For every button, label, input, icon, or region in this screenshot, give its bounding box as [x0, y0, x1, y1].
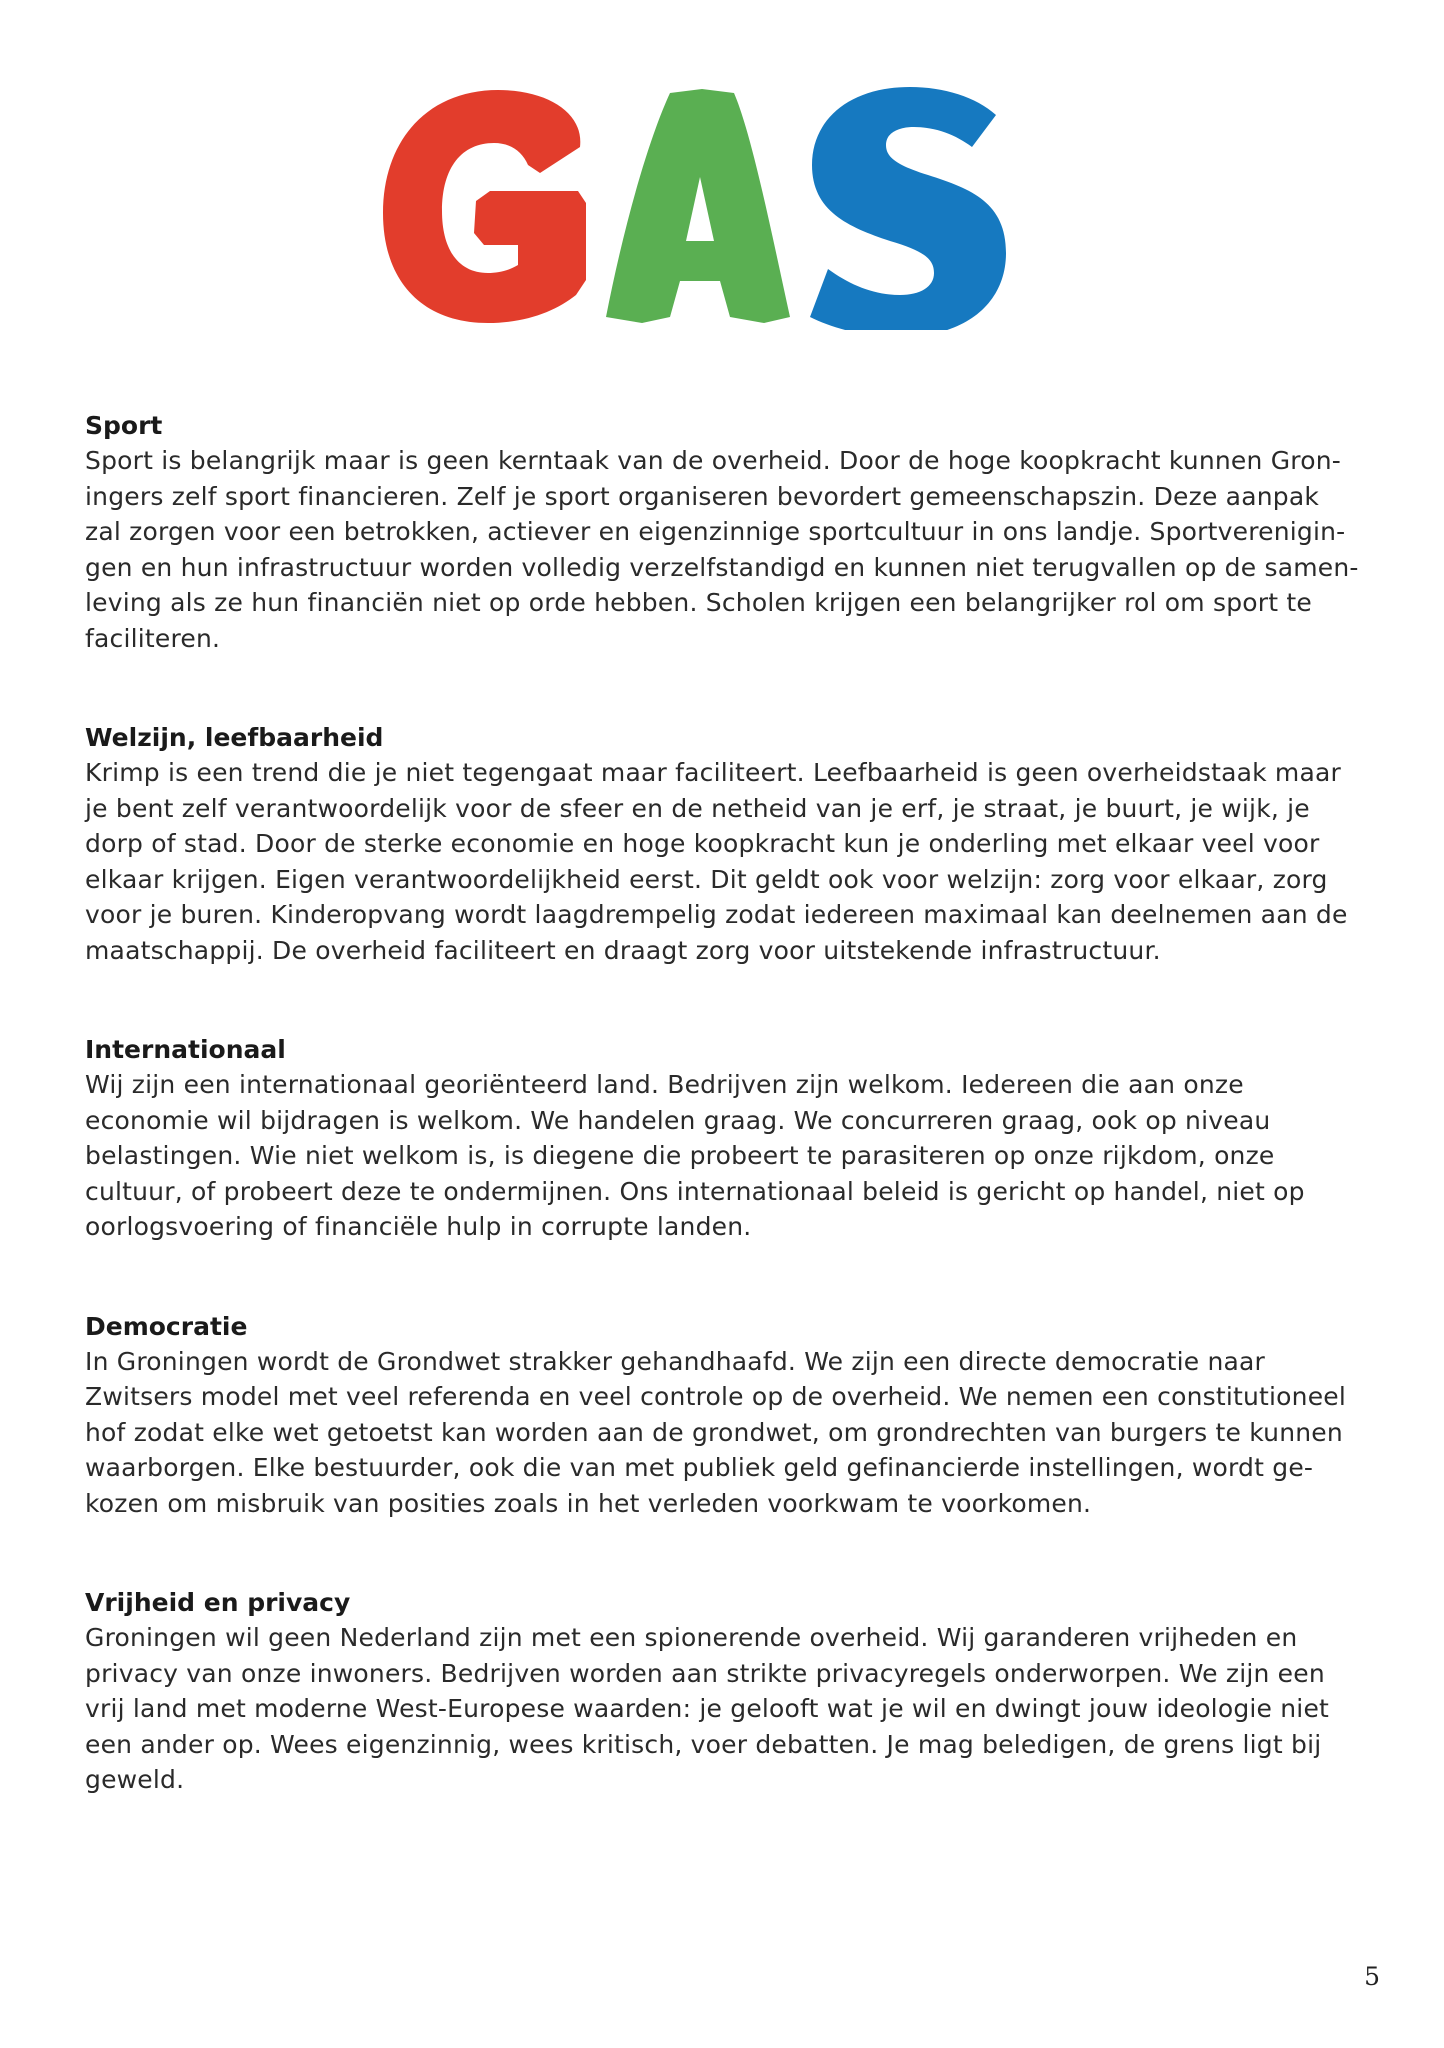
text-line: ingers zelf sport financieren. Zelf je sport organiseren bevordert gemeenschapszin. Deze aanpak — [85, 481, 1320, 511]
gas-logo — [380, 85, 1070, 330]
section-body — [85, 1344, 1365, 1522]
section-body — [85, 1067, 1365, 1245]
text-line: maatschappij. De overheid faciliteert en draagt zorg voor uitstekende infrastructuur. — [85, 935, 1161, 965]
text-line: een ander op. Wees eigenzinnig, wees kritisch, voer debatten. Je mag beledigen, de grens ligt bij — [85, 1729, 1322, 1759]
section-sport — [85, 408, 1365, 656]
text-line: je bent zelf verantwoordelijk voor de sfeer en de netheid van je erf, je straat, je buurt, je wijk, je — [85, 793, 1310, 823]
text-line: oorlogsvoering of financiële hulp in corrupte landen. — [85, 1212, 752, 1241]
section-body — [85, 755, 1365, 968]
section-title: Democratie — [85, 1311, 248, 1341]
text-line: zal zorgen voor een betrokken, actiever en eigenzinnige sportcultuur in ons landje. Sportverenigin- — [85, 517, 1346, 546]
logo-letter-a — [606, 89, 790, 323]
text-line: Sport is belangrijk maar is geen kerntaak van de overheid. Door de hoge koopkracht kunnen Gron- — [85, 446, 1341, 475]
text-line: vrij land met moderne West-Europese waarden: je gelooft wat je wil en dwingt jouw ideologie niet — [85, 1694, 1330, 1723]
text-line: waarborgen. Elke bestuurder, ook die van met publiek geld gefinancierde instellingen, wordt ge- — [85, 1453, 1314, 1482]
text-line: gen en hun infrastructuur worden volledig verzelfstandigd en kunnen niet terugvallen op de samen- — [85, 552, 1359, 582]
text-line: cultuur, of probeert deze te ondermijnen. Ons internationaal beleid is gericht op handel, niet op — [85, 1176, 1305, 1206]
section-title: Sport — [85, 411, 163, 440]
text-line: kozen om misbruik van posities zoals in het verleden voorkwam te voorkomen. — [85, 1488, 1092, 1518]
section-body — [85, 1620, 1365, 1798]
section-internationaal — [85, 1032, 1365, 1245]
logo-letter-g — [383, 90, 586, 323]
section-democratie — [85, 1309, 1365, 1522]
section-title: Vrijheid en privacy — [85, 1588, 351, 1617]
section-title: Welzijn, leefbaarheid — [85, 723, 384, 752]
text-line: belastingen. Wie niet welkom is, is diegene die probeert te parasiteren op onze rijkdom, onze — [85, 1141, 1275, 1170]
text-line: Groningen wil geen Nederland zijn met een spionerende overheid. Wij garanderen vrijheden en — [85, 1623, 1298, 1652]
section-body — [85, 443, 1365, 656]
text-line: voor je buren. Kinderopvang wordt laagdrempelig zodat iedereen maximaal kan deelnemen aan de — [85, 900, 1348, 929]
text-line: geweld. — [85, 1765, 185, 1794]
text-line: privacy van onze inwoners. Bedrijven worden aan strikte privacyregels onderworpen. We zijn een — [85, 1658, 1325, 1688]
section-vrijheid-en-privacy — [85, 1585, 1365, 1798]
text-line: economie wil bijdragen is welkom. We handelen graag. We concurreren graag, ook op niveau — [85, 1105, 1271, 1135]
logo-letter-s — [810, 87, 1006, 330]
text-line: Zwitsers model met veel referenda en veel controle op de overheid. We nemen een constitutioneel — [85, 1382, 1347, 1411]
section-title: Internationaal — [85, 1035, 286, 1064]
text-line: In Groningen wordt de Grondwet strakker gehandhaafd. We zijn een directe democratie naar — [85, 1346, 1266, 1376]
text-line: elkaar krijgen. Eigen verantwoordelijkheid eerst. Dit geldt ook voor welzijn: zorg voor elkaar, zorg — [85, 864, 1328, 894]
page-number: 5 — [1364, 1962, 1380, 1991]
text-line: Krimp is een trend die je niet tegengaat maar faciliteert. Leefbaarheid is geen overheidstaak maar — [85, 758, 1342, 787]
text-line: faciliteren. — [85, 623, 221, 653]
text-line: dorp of stad. Door de sterke economie en hoge koopkracht kun je onderling met elkaar veel voor — [85, 829, 1320, 858]
text-line: leving als ze hun financiën niet op orde hebben. Scholen krijgen een belangrijker rol om sport te — [85, 588, 1312, 617]
section-welzijn-leefbaarheid — [85, 720, 1365, 968]
text-line: Wij zijn een internationaal georiënteerd land. Bedrijven zijn welkom. Iedereen die aan onze — [85, 1070, 1244, 1099]
document-body — [85, 408, 1365, 1798]
text-line: hof zodat elke wet getoetst kan worden aan de grondwet, om grondrechten van burgers te kunnen — [85, 1417, 1343, 1447]
